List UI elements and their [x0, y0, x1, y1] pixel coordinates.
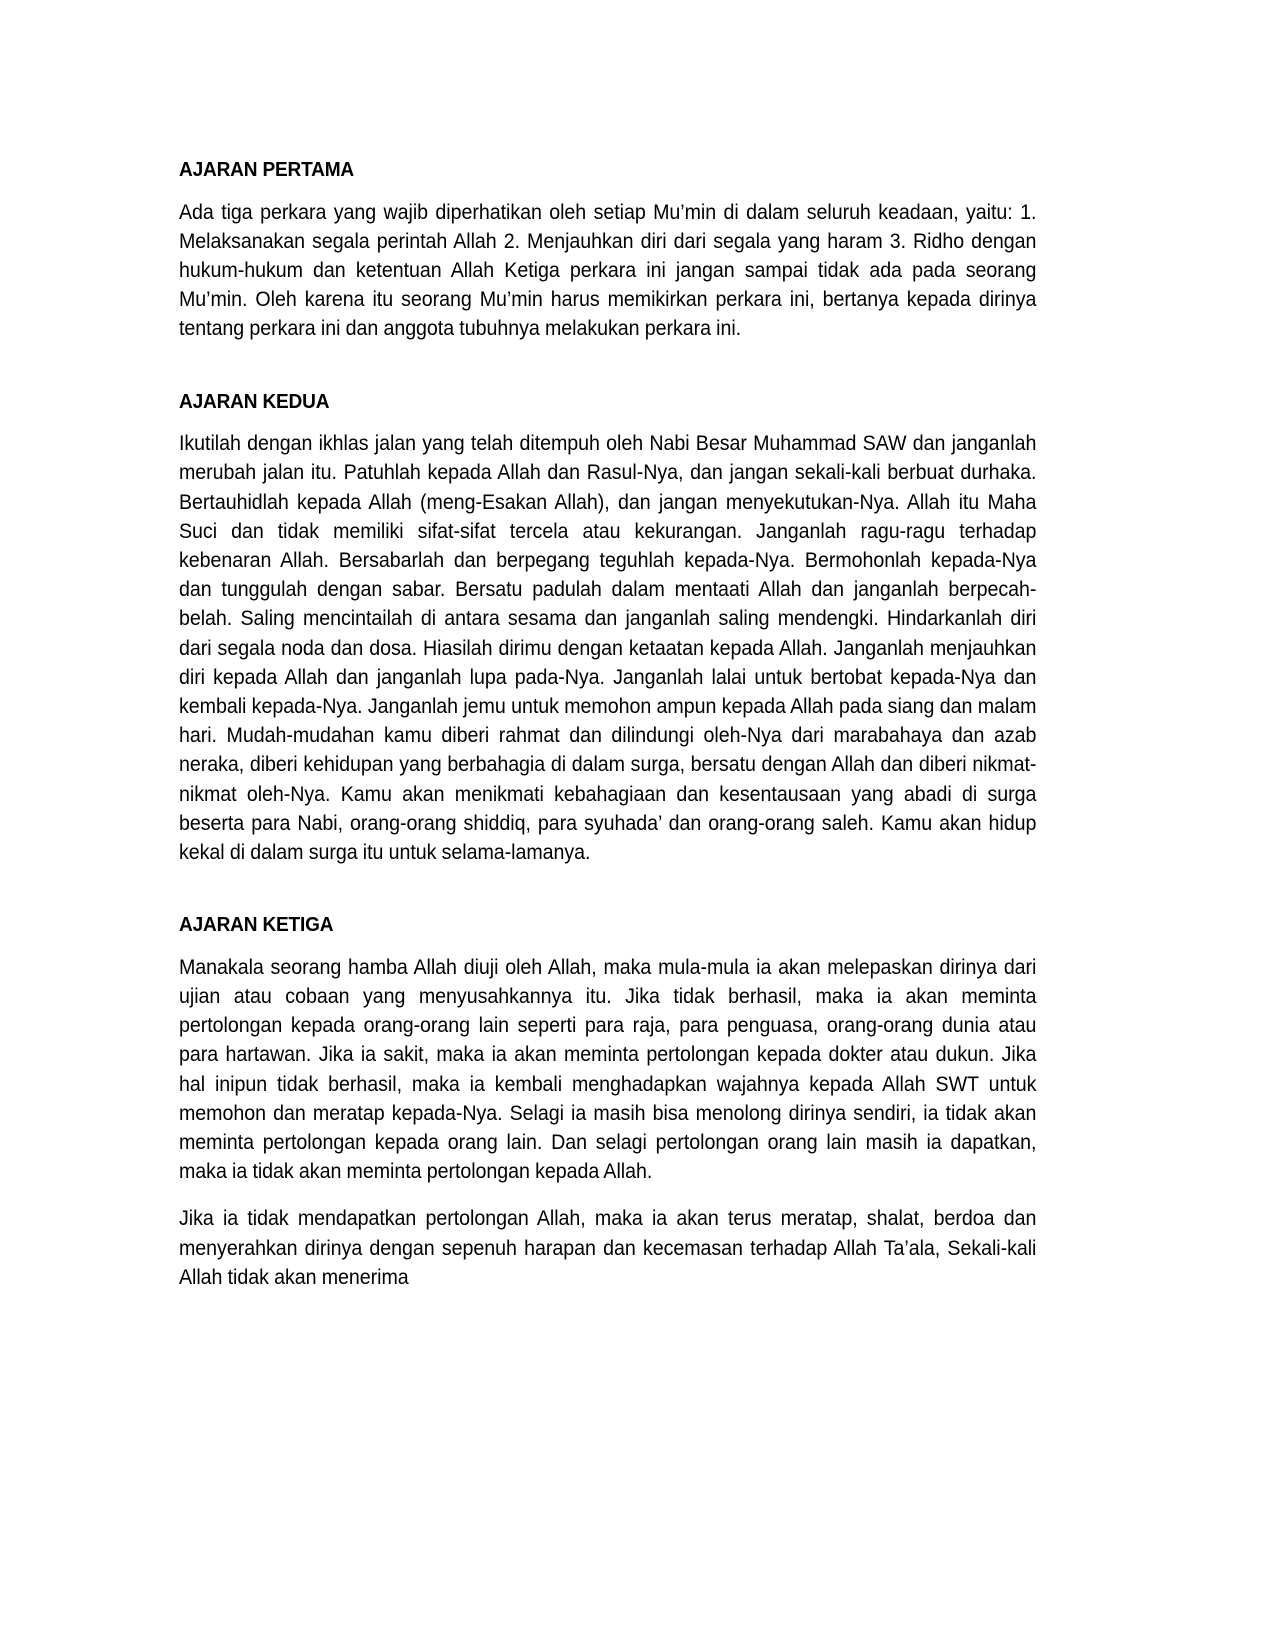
section-paragraph-ajaran-ketiga-2: Jika ia tidak mendapatkan pertolongan Allah, maka ia akan terus meratap, shalat, berdoa dan menyerahkan dirinya dengan sepenuh harapan dan kecemasan terhadap Allah Ta’ala, Sekali-kali Allah tidak akan menerima — [179, 1207, 1037, 1289]
section-paragraph-ajaran-ketiga-1: Manakala seorang hamba Allah diuji oleh Allah, maka mula-mula ia akan melepaskan dirinya dari ujian atau cobaan yang menyusahkannya itu. Jika tidak berhasil, maka ia akan meminta pertolongan kepada orang-orang lain seperti para raja, para penguasa, orang-orang dunia atau para hartawan. Jika ia sakit, maka ia akan meminta pertolongan kepada dokter atau dukun. Jika hal inipun tidak berhasil, maka ia kembali menghadapkan wajahnya kepada Allah SWT untuk memohon dan meratap kepada-Nya. Selagi ia masih bisa menolong dirinya sendiri, ia tidak akan meminta pertolongan kepada orang lain. Dan selagi pertolongan orang lain masih ia dapatkan, maka ia tidak akan meminta pertolongan kepada Allah. — [179, 955, 1037, 1184]
section-paragraph-ajaran-kedua-1: Ikutilah dengan ikhlas jalan yang telah ditempuh oleh Nabi Besar Muhammad SAW dan janganlah merubah jalan itu. Patuhlah kepada Allah dan Rasul-Nya, dan jangan sekali-kali berbuat durhaka. Bertauhidlah kepada Allah (meng-Esakan Allah), dan jangan menyekutukan-Nya. Allah itu Maha Suci dan tidak memiliki sifat-sifat tercela atau kekurangan. Janganlah ragu-ragu terhadap kebenaran Allah. Bersabarlah dan berpegang teguhlah kepada-Nya. Bermohonlah kepada-Nya dan tunggulah dengan sabar. Bersatu padulah dalam mentaati Allah dan janganlah berpecah-belah. Saling mencintailah di antara sesama dan janganlah saling mendengki. Hindarkanlah diri dari segala noda dan dosa. Hiasilah dirimu dengan ketaatan kepada Allah. Janganlah menjauhkan diri kepada Allah dan janganlah lupa pada-Nya. Janganlah lalai untuk bertobat kepada-Nya dan kembali kepada-Nya. Janganlah jemu untuk memohon ampun kepada Allah pada siang dan malam hari. Mudah-mudahan kamu diberi rahmat dan dilindungi oleh-Nya dari marabahaya dan azab neraka, diberi kehidupan yang berbahagia di dalam surga, bersatu dengan Allah dan diberi nikmat-nikmat oleh-Nya. Kamu akan menikmati kebahagiaan dan kesentausaan yang abadi di surga beserta para Nabi, orang-orang shiddiq, para syuhada’ dan orang-orang saleh. Kamu akan hidup kekal di dalam surga itu untuk selama-lamanya. — [179, 432, 1037, 864]
section-heading-ajaran-ketiga: AJARAN KETIGA — [179, 913, 334, 937]
section-spacer-2 — [179, 867, 1036, 913]
section-heading-ajaran-pertama: AJARAN PERTAMA — [179, 158, 354, 181]
paragraph-spacer — [179, 1186, 1036, 1204]
section-heading-ajaran-kedua: AJARAN KEDUA — [179, 389, 330, 413]
document-content — [179, 158, 1036, 1292]
section-spacer-1 — [179, 344, 1036, 390]
section-paragraph-ajaran-pertama-1: Ada tiga perkara yang wajib diperhatikan oleh setiap Mu’min di dalam seluruh keadaan, yaitu: 1. Melaksanakan segala perintah Allah 2. Menjauhkan diri dari segala yang haram 3. Ridho dengan hukum-hukum dan ketentuan Allah Ketiga perkara ini jangan sampai tidak ada pada seorang Mu’min. Oleh karena itu seorang Mu’min harus memikirkan perkara ini, bertanya kepada dirinya tentang perkara ini dan anggota tubuhnya melakukan perkara ini. — [179, 200, 1037, 341]
